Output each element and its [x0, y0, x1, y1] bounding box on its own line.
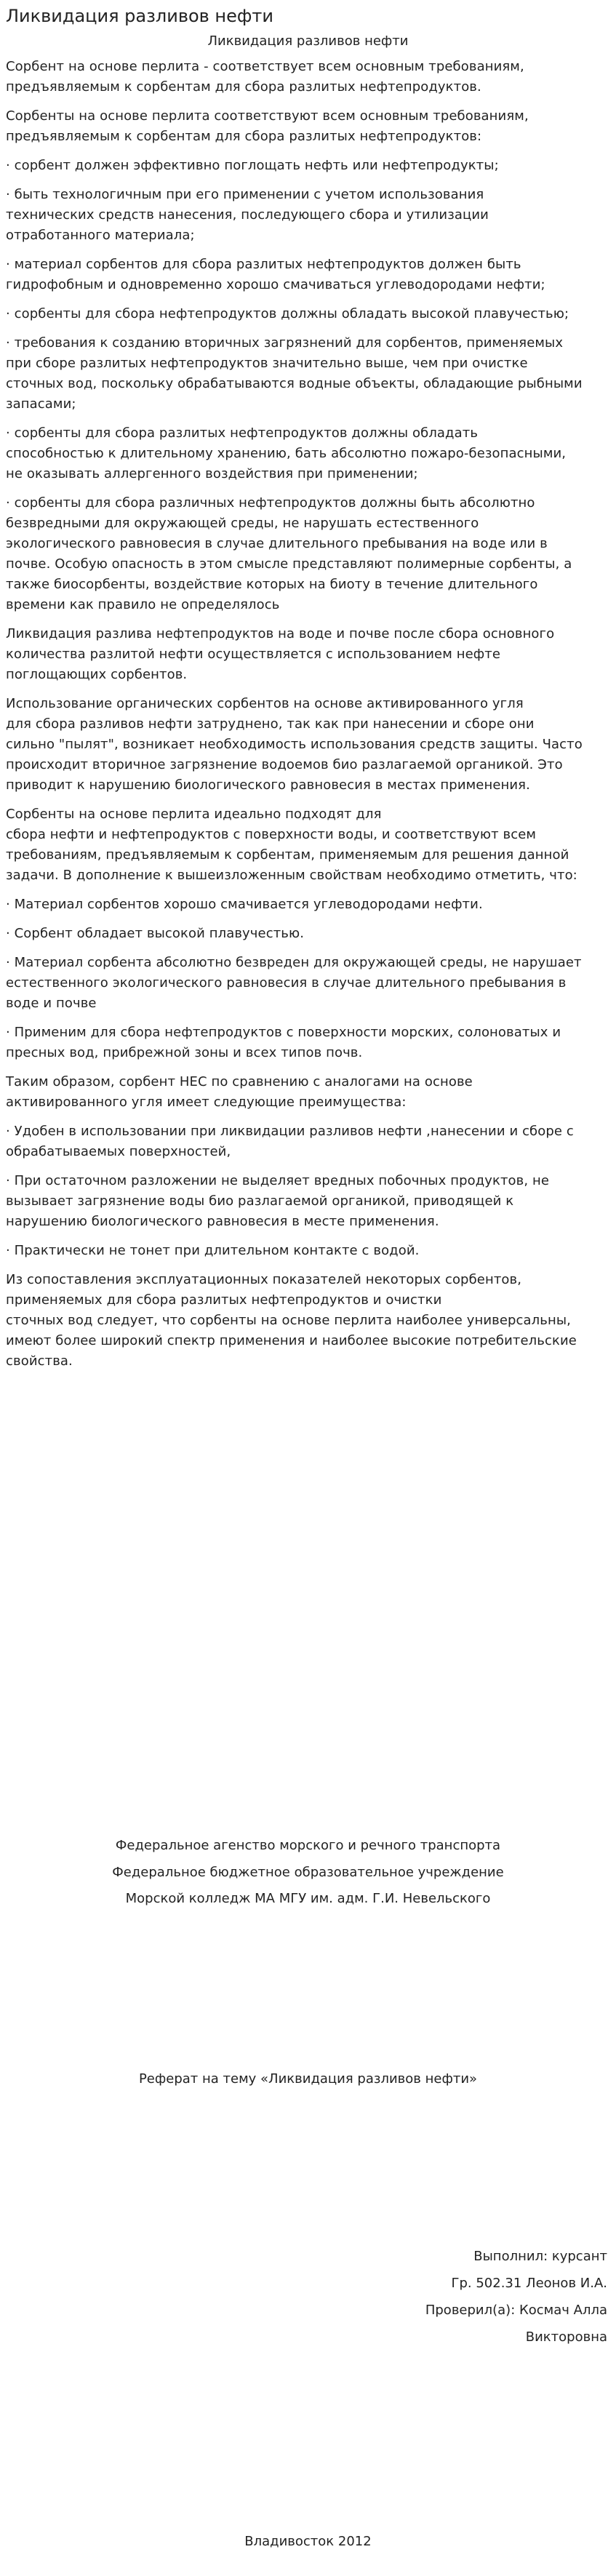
- paragraph: Из сопоставления эксплуатационных показателей некоторых сорбентов, применяемых для сбора разлитых нефтепродуктов и очистки сточных вод следует, что сорбенты на основе перлита наиболее универсальны, имеют более широкий спектр применения и наиболее высокие потребительские свойства.: [6, 1272, 577, 1369]
- list-item: · Применим для сбора нефтепродуктов с поверхности морских, солоноватых и пресных вод, прибрежной зоны и всех типов почв.: [6, 1025, 561, 1060]
- list-item: · сорбенты для сбора разлитых нефтепродуктов должны обладать способностью к длительному хранению, бать абсолютно пожаро-безопасными, не оказывать аллергенного воздействия при применении;: [6, 425, 567, 481]
- paragraph: Сорбенты на основе перлита соответствуют всем основным требованиям, предъявляемым к сорбентам для сбора разлитых нефтепродуктов:: [6, 108, 529, 144]
- list-item: · сорбент должен эффективно поглощать нефть или нефтепродукты;: [6, 158, 499, 173]
- list-item: · быть технологичным при его применении с учетом использования технических средств нанесения, последующего сбора и утилизации отработанного материала;: [6, 187, 489, 243]
- checker-name: Викторовна: [525, 2329, 607, 2345]
- document-subtitle: Ликвидация разливов нефти: [207, 33, 409, 49]
- list-item: · Материал сорбента абсолютно безвреден для окружающей среды, не нарушает естественного экологического равновесия в случае длительного пребывания в воде и почве: [6, 955, 582, 1011]
- paragraph: Сорбент на основе перлита - соответствует всем основным требованиям, предъявляемым к сорбентам для сбора разлитых нефтепродуктов.: [6, 59, 524, 95]
- report-topic: Реферат на тему «Ликвидация разливов нефти»: [138, 2071, 478, 2087]
- list-item: · сорбенты для сбора различных нефтепродуктов должны быть абсолютно безвредными для окружающей среды, не нарушать естественного экологического равновесия в случае длительного пребывания на воде или в почве. Особую опасность в этом смысле представляют полимерные сорбенты, а также биосорбенты, воздействие которых на биоту в течение длительного времени как правило не определялось: [6, 495, 572, 612]
- agency-name: Федеральное агенство морского и речного транспорта: [115, 1838, 501, 1853]
- list-item: · материал сорбентов для сбора разлитых нефтепродуктов должен быть гидрофобным и одновременно хорошо смачиваться углеводородами нефти;: [6, 257, 545, 292]
- city-year: Владивосток 2012: [244, 2534, 372, 2549]
- list-item: · сорбенты для сбора нефтепродуктов должны обладать высокой плавучестью;: [6, 306, 569, 321]
- list-item: · требования к созданию вторичных загрязнений для сорбентов, применяемых при сборе разлитых нефтепродуктов значительно выше, чем при очистке сточных вод, поскольку обрабатываются водные объекты, обладающие рыбными запасами;: [6, 335, 583, 412]
- title-page-area: [0, 1818, 616, 2576]
- paragraph: Сорбенты на основе перлита идеально подходят для сбора нефти и нефтепродуктов с поверхности воды, и соответствуют всем требованиям, предъявляемым к сорбентам, применяемым для решения данной задачи. В дополнение к вышеизложенным свойствам необходимо отметить, что:: [6, 807, 577, 883]
- author-group-name: Гр. 502.31 Леонов И.А.: [451, 2276, 607, 2291]
- paragraph: Использование органических сорбентов на основе активированного угля для сбора разливов нефти затруднено, так как при нанесении и сборе они сильно "пылят", возникает необходимость использования средств защиты. Часто происходит вторичное загрязнение водоемов био разлагаемой органикой. Это приводит к нарушению биологического равновесия в местах применения.: [6, 696, 583, 793]
- college-name: Морской колледж МА МГУ им. адм. Г.И. Невельского: [125, 1891, 491, 1906]
- list-item: · Сорбент обладает высокой плавучестью.: [6, 926, 305, 941]
- institution-name: Федеральное бюджетное образовательное учреждение: [112, 1865, 504, 1880]
- document-title: Ликвидация разливов нефти: [6, 6, 273, 26]
- checker-label: Проверил(а): Космач Алла: [425, 2303, 607, 2318]
- list-item: · Удобен в использовании при ликвидации разливов нефти ,нанесении и сборе с обрабатываемых поверхностей,: [6, 1124, 574, 1159]
- author-label: Выполнил: курсант: [473, 2249, 607, 2264]
- list-item: · Практически не тонет при длительном контакте с водой.: [6, 1243, 420, 1258]
- list-item: · Материал сорбентов хорошо смачивается углеводородами нефти.: [6, 897, 483, 912]
- paragraph: Ликвидация разлива нефтепродуктов на воде и почве после сбора основного количества разлитой нефти осуществляется с использованием нефте поглощающих сорбентов.: [6, 626, 555, 682]
- document-body: [6, 57, 610, 1372]
- paragraph: Таким образом, сорбент НЕС по сравнению с аналогами на основе активированного угля имеет следующие преимущества:: [6, 1074, 473, 1110]
- list-item: · При остаточном разложении не выделяет вредных побочных продуктов, не вызывает загрязнение воды био разлагаемой органикой, приводящей к нарушению биологического равновесия в месте применения.: [6, 1173, 550, 1229]
